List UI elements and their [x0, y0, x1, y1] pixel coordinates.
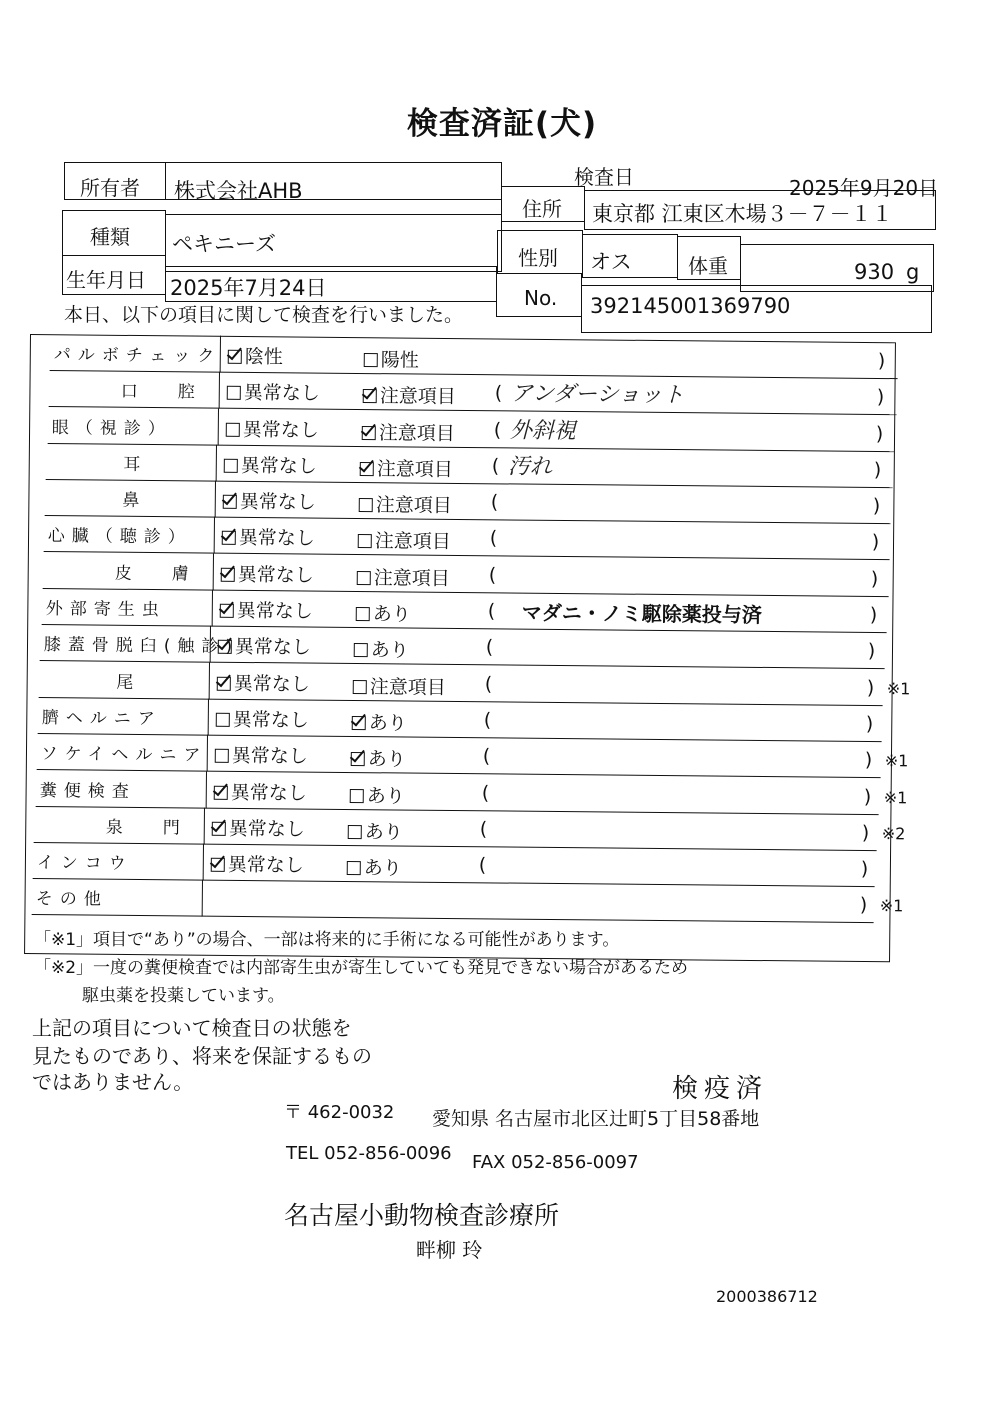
clinic-name: 名古屋小動物検査診療所	[284, 1201, 560, 1230]
option-label: 異常なし	[241, 454, 318, 478]
disclaimer-line-2: 見たものであり、将来を保証するもの	[32, 1044, 372, 1068]
row-separator	[218, 372, 219, 409]
checkbox[interactable]	[212, 822, 226, 836]
paren-open: (	[483, 709, 492, 732]
checkbox[interactable]	[349, 789, 363, 803]
paren-open: (	[493, 419, 501, 442]
checkbox[interactable]	[355, 607, 369, 621]
checkbox[interactable]	[353, 680, 367, 694]
row-mark: ※2	[882, 824, 906, 844]
option-label: 陰性	[244, 345, 283, 369]
paren-open: (	[486, 636, 494, 659]
option-label: あり	[367, 748, 406, 771]
option-label: 注意項目	[378, 422, 455, 445]
checkbox[interactable]	[227, 386, 241, 400]
no-label: No.	[524, 286, 558, 310]
option-label: 注意項目	[377, 458, 454, 481]
row-label: 眼（視診）	[51, 418, 172, 440]
checkbox[interactable]	[223, 495, 237, 509]
row-separator	[220, 336, 221, 373]
checkbox[interactable]	[359, 498, 373, 512]
row-separator	[217, 409, 218, 446]
checkbox[interactable]	[217, 677, 231, 691]
birth-label: 生年月日	[66, 268, 146, 292]
row-separator	[212, 554, 213, 591]
paren-open: (	[487, 600, 495, 623]
checkbox[interactable]	[348, 825, 362, 839]
option-label: あり	[368, 712, 407, 735]
row-label: 口腔	[120, 381, 235, 403]
row-note: マダニ・ノミ駆除薬投与済	[521, 600, 762, 627]
checkbox[interactable]	[221, 568, 235, 582]
row-separator	[203, 844, 204, 881]
row-mark: ※1	[886, 679, 911, 699]
option-label: 注意項目	[375, 494, 453, 517]
paren-open: (	[481, 782, 489, 805]
option-normal[interactable]	[218, 632, 311, 660]
row-label: 心臓（聴診）	[47, 526, 192, 548]
option-flag[interactable]	[354, 635, 409, 663]
option-label: 異常なし	[227, 853, 305, 877]
disclaimer-line-3: ではありません。	[32, 1070, 194, 1094]
paren-close: )	[866, 676, 875, 700]
clinic-tel: TEL 052-856-0096	[286, 1143, 452, 1164]
paren-close: )	[864, 748, 873, 772]
clinic-postal: 〒 462-0032	[284, 1102, 395, 1123]
paren-close: )	[871, 530, 880, 554]
row-label: 耳	[123, 454, 141, 475]
paren-close: )	[869, 603, 877, 627]
row-label: 皮膚	[114, 563, 229, 585]
paren-close: )	[865, 712, 874, 736]
checkbox[interactable]	[352, 716, 366, 730]
checkbox[interactable]	[358, 534, 372, 548]
clinic-doctor: 畔柳 玲	[416, 1238, 483, 1262]
paren-open: (	[489, 527, 498, 550]
option-normal[interactable]	[228, 342, 283, 370]
option-normal[interactable]	[213, 778, 306, 806]
paren-close: )	[870, 567, 879, 591]
option-label: あり	[366, 785, 405, 808]
address-label: 住所	[522, 197, 562, 221]
owner-label: 所有者	[80, 176, 140, 200]
clinic-address: 愛知県 名古屋市北区辻町5丁目58番地	[432, 1108, 760, 1130]
option-flag[interactable]	[355, 599, 410, 627]
paren-close: )	[877, 349, 886, 373]
option-flag[interactable]	[360, 454, 453, 482]
row-note: 汚れ	[508, 454, 553, 480]
option-label: 異常なし	[231, 744, 308, 768]
row-label: インコウ	[36, 853, 134, 874]
checkbox[interactable]	[347, 861, 361, 875]
footnote-2: 「※2」一度の糞便検査では内部寄生虫が寄生していても発見できない場合があるため	[34, 958, 689, 978]
row-separator	[211, 590, 212, 627]
checkbox[interactable]	[213, 786, 227, 800]
option-label: 異常なし	[233, 672, 311, 696]
option-label: 異常なし	[235, 635, 312, 659]
serial-number: 2000386712	[716, 1287, 818, 1306]
option-label: 注意項目	[374, 530, 451, 553]
checkbox[interactable]	[219, 604, 233, 618]
option-label: 陽性	[380, 349, 419, 372]
footnote-1: 「※1」項目で“あり”の場合、一部は将来的に手術になる可能性があります。	[34, 930, 620, 950]
paren-close: )	[874, 458, 882, 482]
clinic-fax: FAX 052-856-0097	[472, 1152, 639, 1173]
option-normal[interactable]	[223, 487, 316, 515]
row-label: 臍ヘルニア	[41, 708, 162, 730]
option-flag[interactable]	[358, 526, 451, 554]
row-label: パルボチェック	[53, 345, 222, 367]
option-label: 異常なし	[237, 563, 314, 587]
option-flag[interactable]	[349, 781, 404, 809]
paren-open: (	[488, 564, 497, 587]
option-label: あり	[363, 857, 403, 880]
option-label: あり	[371, 639, 410, 662]
option-label: あり	[372, 603, 411, 626]
paren-open: (	[494, 382, 503, 405]
option-flag[interactable]	[361, 418, 454, 446]
option-normal[interactable]	[216, 705, 309, 733]
quarantine-stamp: 検疫済	[672, 1074, 769, 1104]
checkbox[interactable]	[215, 749, 229, 763]
row-label: 外部寄生虫	[45, 599, 166, 621]
paren-open: (	[478, 854, 487, 877]
option-label: 注意項目	[379, 385, 456, 408]
option-label: あり	[365, 821, 404, 844]
row-label: 糞便検査	[39, 781, 136, 802]
option-normal[interactable]	[217, 669, 310, 697]
checkbox[interactable]	[364, 353, 378, 367]
row-label: 泉門	[106, 817, 221, 839]
paren-open: (	[484, 673, 493, 696]
checkbox[interactable]	[225, 423, 239, 437]
row-label: 膝蓋骨脱臼(触診)	[44, 635, 240, 657]
paren-close: )	[876, 385, 885, 409]
footnote-2b: 駆虫薬を投薬しています。	[82, 986, 285, 1006]
option-normal[interactable]	[222, 523, 315, 551]
option-flag[interactable]	[353, 672, 446, 700]
row-separator	[206, 735, 207, 772]
row-label: ソケイヘルニア	[40, 744, 208, 766]
option-label: 異常なし	[242, 418, 319, 442]
row-separator	[209, 663, 210, 700]
paren-close: )	[875, 422, 883, 446]
checkbox[interactable]	[222, 531, 236, 545]
checkbox[interactable]	[361, 426, 375, 440]
option-flag[interactable]	[359, 490, 452, 518]
row-mark: ※1	[879, 896, 904, 916]
sex-label: 性別	[518, 246, 558, 270]
no-value: 392145001369790	[590, 294, 791, 318]
row-mark: ※1	[884, 751, 909, 771]
checkbox[interactable]	[350, 752, 364, 766]
option-label: 注意項目	[369, 676, 447, 699]
option-normal[interactable]	[214, 741, 307, 769]
checkbox[interactable]	[360, 462, 374, 476]
date-label: 検査日	[574, 165, 634, 189]
paren-open: (	[482, 745, 491, 768]
weight-unit: g	[906, 260, 920, 284]
row-separator	[214, 517, 215, 554]
checkbox[interactable]	[354, 643, 368, 657]
option-label: 異常なし	[239, 490, 317, 514]
row-label: その他	[35, 889, 108, 910]
option-flag[interactable]	[348, 817, 403, 845]
option-label: 異常なし	[232, 708, 309, 732]
paren-close: )	[872, 494, 881, 518]
option-flag[interactable]	[350, 744, 405, 772]
row-note: アンダーショット	[510, 381, 685, 409]
doc-title: 検査済証(犬)	[406, 106, 598, 142]
option-label: 異常なし	[238, 526, 315, 550]
option-flag[interactable]	[352, 708, 407, 736]
option-flag[interactable]	[364, 345, 419, 373]
option-normal[interactable]	[225, 415, 318, 443]
row-mark: ※1	[883, 788, 908, 808]
option-flag[interactable]	[362, 381, 455, 409]
sex-value: オス	[590, 250, 632, 274]
checkbox[interactable]	[218, 640, 232, 654]
option-normal[interactable]	[212, 814, 305, 842]
option-normal[interactable]	[226, 378, 319, 406]
paren-open: (	[480, 818, 488, 841]
address-value: 東京都 江東区木場３－７－１１	[592, 202, 893, 226]
owner-value: 株式会社AHB	[174, 179, 303, 203]
option-normal[interactable]	[220, 560, 313, 588]
checkbox[interactable]	[356, 571, 370, 585]
option-normal[interactable]	[211, 850, 304, 878]
checkbox[interactable]	[211, 858, 225, 872]
row-separator	[216, 445, 217, 482]
paren-close: )	[862, 821, 870, 845]
option-label: 異常なし	[230, 781, 307, 805]
date-value: 2025年9月20日	[789, 176, 939, 200]
option-flag[interactable]	[356, 563, 449, 591]
paren-close: )	[859, 893, 868, 917]
row-separator	[208, 699, 209, 736]
weight-value: 930	[854, 260, 895, 284]
checkbox[interactable]	[228, 350, 242, 364]
kind-label: 種類	[90, 225, 130, 249]
row-note: 外斜視	[509, 418, 576, 445]
paren-close: )	[868, 639, 876, 663]
option-normal[interactable]	[219, 596, 312, 624]
birth-value: 2025年7月24日	[170, 276, 327, 300]
paren-open: (	[492, 455, 500, 478]
row-separator	[215, 481, 216, 518]
paren-close: )	[863, 785, 871, 809]
option-label: 注意項目	[373, 567, 450, 590]
checkbox[interactable]	[216, 713, 230, 727]
option-flag[interactable]	[347, 853, 402, 881]
weight-label: 体重	[688, 254, 728, 278]
row-label: 鼻	[122, 490, 140, 511]
disclaimer-line-1: 上記の項目について検査日の状態を	[32, 1016, 352, 1040]
row-label: 尾	[116, 672, 134, 693]
option-normal[interactable]	[224, 451, 317, 479]
option-label: 異常なし	[229, 817, 306, 841]
intro-text: 本日、以下の項目に関して検査を行いました。	[64, 304, 464, 326]
checkbox[interactable]	[224, 459, 238, 473]
option-label: 異常なし	[243, 381, 320, 405]
row-separator	[205, 772, 206, 809]
row-separator	[202, 880, 203, 917]
checkbox[interactable]	[362, 389, 376, 403]
paren-close: )	[860, 857, 869, 881]
paren-open: (	[490, 491, 499, 514]
option-label: 異常なし	[236, 599, 313, 623]
kind-value: ペキニーズ	[172, 232, 276, 256]
